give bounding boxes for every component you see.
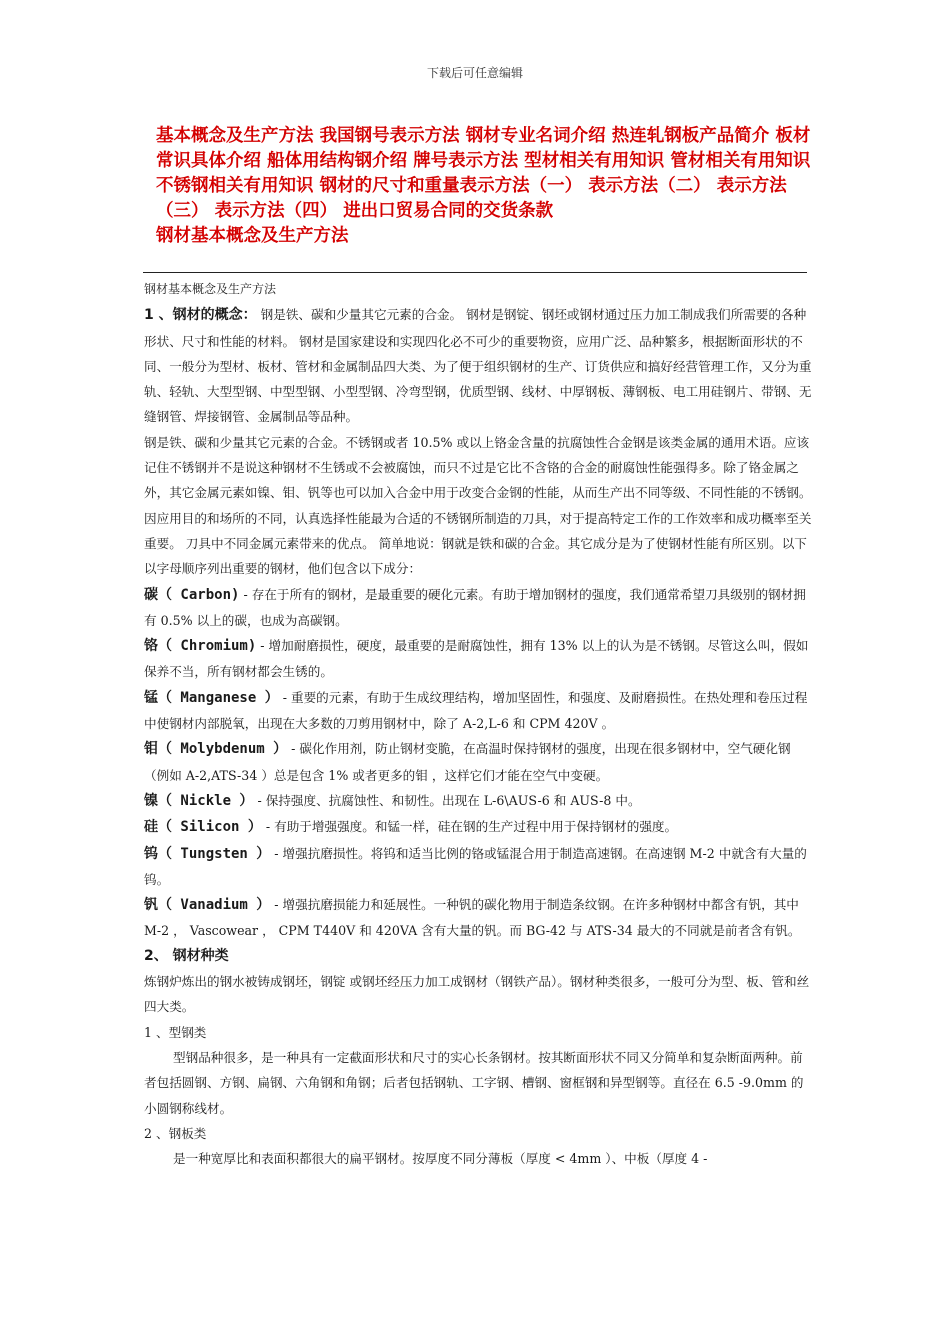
element-desc: - 保持强度、抗腐蚀性、和韧性。出现在 L-6\AUS-6 和 AUS-8 中。 [253,792,641,808]
section1-paragraph-2: 钢是铁、碳和少量其它元素的合金。不锈钢或者 10.5% 或以上铬金含量的抗腐蚀性合金钢是该类金属的通用术语。应该记住不锈钢并不是说这种钢材不生锈或不会被腐蚀，而只不过是它比不含铬的合金的耐腐蚀性能强得多。除了铬金属之外，其它金属元素如镍、钼、钒等也可以加入合金中用于改变合金钢的性能，从而生产出不同等级、不同性能的不锈钢。因应用目的和场所的不同，认真选择性能最为合适的不锈钢所制造的刀具，对于提高特定工作的工作效率和成功概率至关重要。 刀具中不同金属元素带来的优点。 简单地说：钢就是铁和碳的合金。其它成分是为了使钢材性能有所区别。以下以字母顺序列出重要的钢材，他们包含以下成分： [144,434,812,577]
nav-link-stainless[interactable]: 不锈钢相关有用知识 [156,176,314,196]
nav-link-profiles[interactable]: 型材相关有用知识 [524,151,665,171]
element-name: 钨（ Tungsten ） [144,845,271,862]
element-desc: - 增强抗磨损性。将钨和适当比例的铬或锰混合用于制造高速钢。在高速钢 M-2 中就含有大量的钨。 [144,845,807,887]
heading-divider [143,272,807,273]
element-item-tungsten [144,841,814,893]
element-desc: - 增加耐磨损性，硬度，最重要的是耐腐蚀性，拥有 13% 以上的认为是不锈钢。尽管这么叫，假如保养不当，所有钢材都会生锈的。 [144,638,809,680]
element-name: 钼（ Molybdenum ） [144,741,288,758]
article-small-title: 钢材基本概念及生产方法 [144,282,277,296]
nav-link-plate-knowledge[interactable]: 板材常识具体介绍 [156,126,811,171]
element-desc: - 重要的元素，有助于生成纹理结构，增加坚固性，和强度、及耐磨损性。在热处理和卷压过程中使钢材内部脱氧，出现在大多数的刀剪用钢材中，除了 A-2,L-6 和 CPM 420V 。 [144,689,808,732]
element-item-chromium [144,633,814,685]
element-item-silicon [144,814,814,840]
nav-link-size-weight-4[interactable]: 表示方法（四） [214,201,338,221]
element-item-molybdenum [144,736,814,788]
section2-intro: 炼钢炉炼出的钢水被铸成钢坯，钢锭 或钢坯经压力加工成钢材（钢铁产品）。钢材种类很多，一般可分为型、板、管和丝四大类。 [144,974,810,1015]
nav-link-size-weight-3[interactable]: 表示方法（三） [156,176,787,221]
element-item-carbon [144,582,814,634]
page-header-note: 下载后可任意编辑 [426,66,523,80]
article-body [144,277,814,1171]
element-name: 碳（ Carbon) [144,586,240,603]
nav-link-hot-rolled-products[interactable]: 热连轧钢板产品简介 [611,126,770,146]
element-name: 镍（ Nickle ） [144,792,254,809]
element-desc: - 碳化作用剂，防止钢材变脆，在高温时保持钢材的强度，出现在很多钢材中，空气硬化钢（例如 A-2,ATS-34 ）总是包含 1% 或者更多的钼 ，这样它们才能在空气中变硬。 [144,741,791,783]
element-item-vanadium [144,892,814,944]
element-name: 锰（ Manganese ） [144,689,279,706]
topic-navigation [156,124,816,249]
nav-link-hull-structural-steel[interactable]: 船体用结构钢介绍 [267,151,408,171]
element-name: 钒（ Vanadium ） [144,897,271,914]
element-name: 铬（ Chromium) [144,638,257,655]
section2-heading: 2、 钢材种类 [144,947,229,964]
section1-paragraph [144,302,814,429]
nav-link-size-weight-2[interactable]: 表示方法（二） [588,176,711,196]
nav-link-terminology[interactable]: 钢材专业名词介绍 [465,126,606,146]
subsection-plates-text: 是一种宽厚比和表面积都很大的扁平钢材。按厚度不同分薄板（厚度 < 4mm ）、中板（厚度 4 - [173,1151,708,1167]
element-name: 硅（ Silicon ） [144,819,262,836]
subsection-profiles-heading: 1 、型钢类 [144,1024,207,1040]
element-item-nickle [144,788,814,814]
nav-link-grade-notation[interactable]: 牌号表示方法 [413,151,519,171]
subsection-profiles-text: 型钢品种很多，是一种具有一定截面形状和尺寸的实心长条钢材。按其断面形状不同又分简单和复杂断面两种。前者包括圆钢、方钢、扁钢、六角钢和角钢；后者包括钢轨、工字钢、槽钢、窗框钢和异型钢等。直径在 6.5 -9.0mm 的小圆钢称线材。 [144,1049,804,1116]
element-item-manganese [144,685,814,737]
nav-link-trade-contract[interactable]: 进出口贸易合同的交货条款 [343,201,554,221]
nav-link-basic-concepts[interactable]: 基本概念及生产方法 [156,126,314,146]
subsection-plates-heading: 2 、钢板类 [144,1125,207,1141]
section1-heading: 1 、钢材的概念： [144,307,257,324]
section1-text: 钢是铁、碳和少量其它元素的合金。 钢材是钢锭、钢坯或钢材通过压力加工制成我们所需要的各种形状、尺寸和性能的材料。 钢材是国家建设和实现四化必不可少的重要物资，应用广泛、品种繁多，根据断面形状的不同、一般分为型材、板材、管材和金属制品四大类、为了便于组织钢材的生产、订货供应和搞好经营管理工作，又分为重轨、轻轨、大型型钢、中型型钢、小型型钢、冷弯型钢，优质型钢、线材、中厚钢板、薄钢板、电工用硅钢片、带钢、无缝钢管、焊接钢管、金属制品等品种。 [144,307,812,425]
nav-link-steel-grade-designation[interactable]: 我国钢号表示方法 [319,126,460,146]
page-heading: 钢材基本概念及生产方法 [156,226,349,246]
nav-link-pipes[interactable]: 管材相关有用知识 [670,151,811,171]
element-desc: - 有助于增强强度。和锰一样，硅在钢的生产过程中用于保持钢材的强度。 [261,819,678,835]
element-desc: - 存在于所有的钢材，是最重要的硬化元素。有助于增加钢材的强度，我们通常希望刀具级别的钢材拥有 0.5% 以上的碳，也成为高碳钢。 [144,586,806,628]
nav-link-size-weight-1[interactable]: 钢材的尺寸和重量表示方法（一） [319,176,583,196]
element-desc: - 增强抗磨损能力和延展性。一种钒的碳化物用于制造条纹钢。在许多种钢材中都含有钒，其中 M-2 ， Vascowear ， CPM T440V 和 420VA 含有大量的钒。而 BG-42 与 ATS-34 最大的不同就是前者含有钒。 [144,897,801,939]
